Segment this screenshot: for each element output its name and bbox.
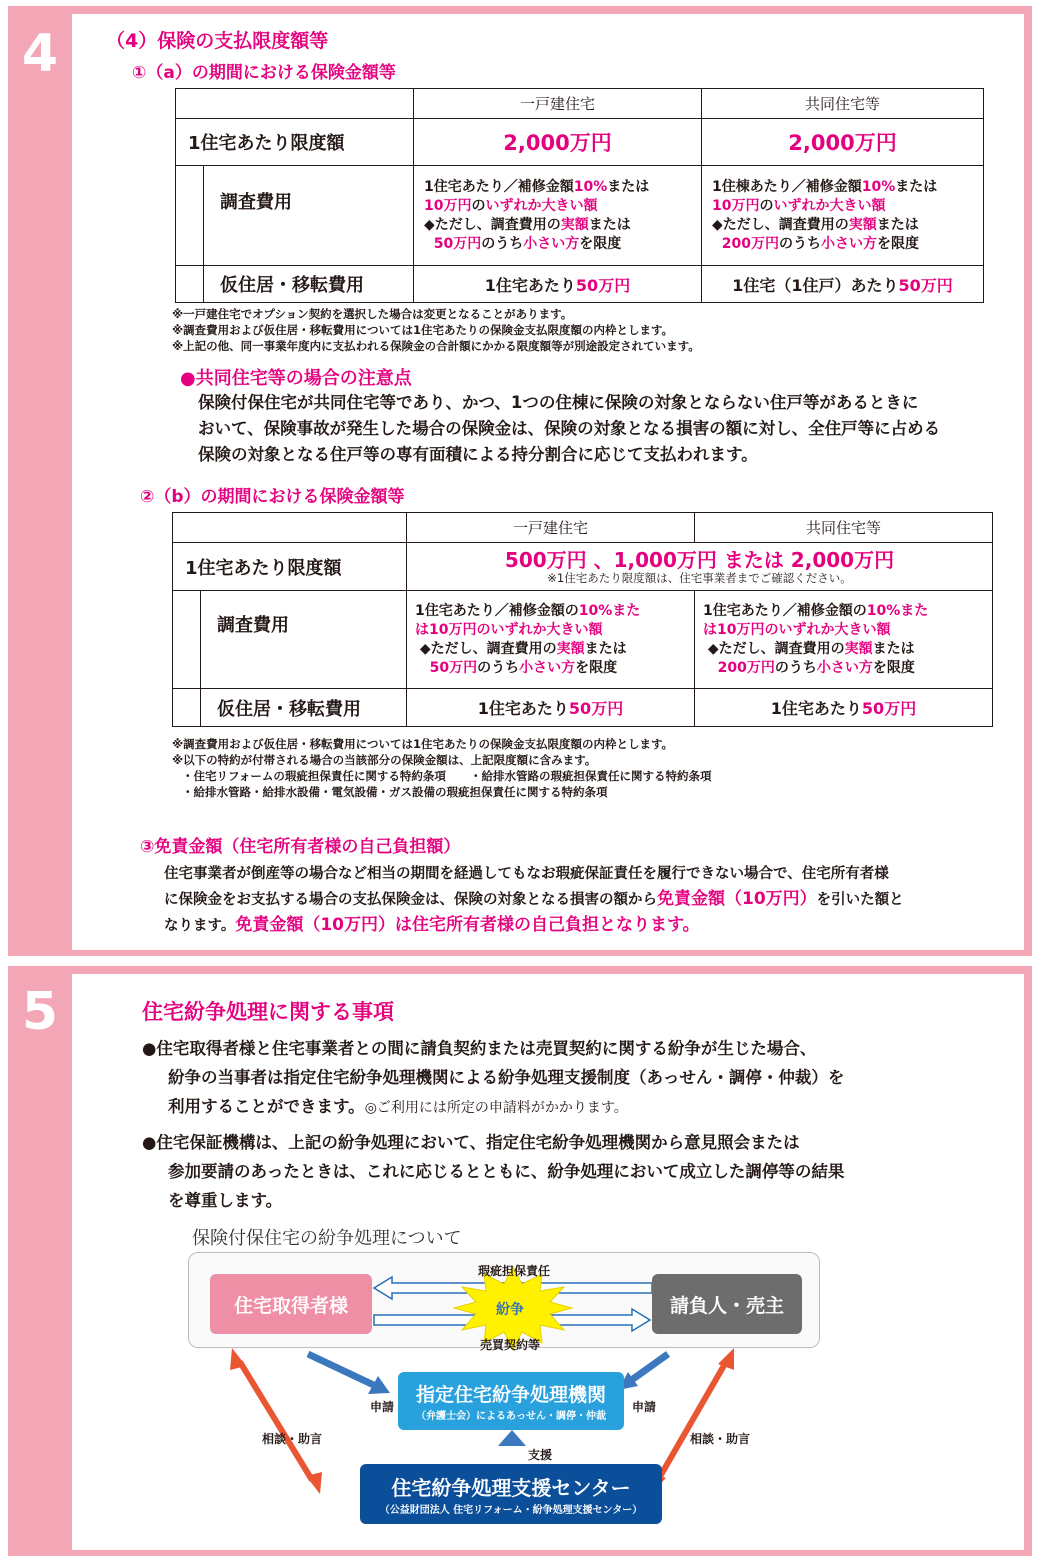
table-b-relocation-label: 仮住居・移転費用 <box>201 689 407 727</box>
table-a-survey-detached: 1住宅あたり／補修金額10%または 10万円のいずれか大きい額 ◆ただし、調査費用の実額または 50万円のうち小さい方を限度 <box>414 166 702 266</box>
top-label: 瑕疵担保責任 <box>478 1264 551 1278</box>
table-b-corner <box>173 513 407 543</box>
consult-arrow-left <box>230 1348 322 1494</box>
table-b-header-detached: 一戸建住宅 <box>407 513 695 543</box>
table-a-limit-detached: 2,000万円 <box>414 119 702 166</box>
table-b-relocation-shared: 1住宅あたり50万円 <box>695 689 993 727</box>
apply-left-label: 申請 <box>370 1400 395 1414</box>
caution-body: 保険付保住宅が共同住宅等であり、かつ、1つの住棟に保険の対象とならない住戸等があるときに おいて、保険事故が発生した場合の保険金は、保険の対象となる損害の額に対し、全住戸等に占める 保険の対象となる住戸等の専有面積による持分割合に応じて支払われます。 <box>198 393 941 464</box>
deductible-body: 住宅事業者が倒産等の場合など相当の期間を経過してもなお瑕疵保証責任を履行できない場合で、住宅所有者様 に保険金をお支払する場合の支払保険金は、保険の対象となる損害の額から免責金額（10万円）を引いた額と なります。免責金額（10万円）は住宅所有者様の自己負担となります。 <box>164 866 904 935</box>
table-a-survey-shared: 1住棟あたり／補修金額10%または 10万円のいずれか大きい額 ◆ただし、調査費用の実額または 200万円のうち小さい方を限度 <box>702 166 984 266</box>
table-b-relocation-detached: 1住宅あたり50万円 <box>407 689 695 727</box>
table-b-survey-label: 調査費用 <box>201 591 407 689</box>
consult-right-label: 相談・助言 <box>690 1432 751 1446</box>
section-5-frame <box>8 966 1032 1556</box>
consult-arrow-right <box>650 1348 734 1494</box>
center-name: 住宅紛争処理支援センター <box>391 1476 631 1500</box>
table-a-indent-2 <box>176 266 204 303</box>
section-5-body <box>72 974 1024 1550</box>
bottom-label: 売買契約等 <box>480 1338 541 1352</box>
table-a-relocation-detached: 1住宅あたり50万円 <box>414 266 702 303</box>
table-a-survey-label: 調査費用 <box>204 166 414 266</box>
table-a-header-detached: 一戸建住宅 <box>414 89 702 119</box>
org-sub: （弁護士会）によるあっせん・調停・仲裁 <box>416 1411 606 1422</box>
dispute-label: 紛争 <box>496 1302 524 1318</box>
deductible-title: ③免責金額（住宅所有者様の自己負担額） <box>140 837 461 857</box>
table-a-relocation-shared: 1住宅（1住戸）あたり50万円 <box>702 266 984 303</box>
support-center-box <box>360 1464 662 1524</box>
table-a-limit-shared: 2,000万円 <box>702 119 984 166</box>
part-b-title: ②（b）の期間における保険金額等 <box>140 487 405 507</box>
org-name: 指定住宅紛争処理機関 <box>415 1384 606 1406</box>
table-b-survey-detached: 1住宅あたり／補修金額の10%また は10万円のいずれか大きい額 ◆ただし、調査費用の実額または 50万円のうち小さい方を限度 <box>407 591 695 689</box>
apply-arrow-right <box>618 1354 668 1390</box>
support-label: 支援 <box>528 1448 553 1462</box>
table-b-indent-2 <box>173 689 201 727</box>
section-4-number: 4 <box>21 24 59 84</box>
section-5-title: 住宅紛争処理に関する事項 <box>142 1000 394 1024</box>
dispute-org-box <box>398 1372 624 1430</box>
section-4-title: （4）保険の支払限度額等 <box>106 30 329 52</box>
center-sub: （公益財団法人 住宅リフォーム・紛争処理支援センター） <box>379 1505 643 1516</box>
consult-left-label: 相談・助言 <box>262 1432 323 1446</box>
table-b-indent <box>173 591 201 689</box>
section-5-number: 5 <box>21 982 59 1042</box>
table-b-limit-value: 500万円 、1,000万円 または 2,000万円 ※1住宅あたり限度額は、住宅事業者までご確認ください。 <box>407 543 993 591</box>
table-a-notes: ※一戸建住宅でオプション契約を選択した場合は変更となることがあります。 ※調査費用および仮住居・移転費用については1住宅あたりの保険金支払限度額の内枠とします。 ※上記の他、同一事業年度内に支払われる保険金の合計額にかかる限度額等が別途設定されています。 <box>172 307 700 353</box>
table-a-relocation-label: 仮住居・移転費用 <box>204 266 414 303</box>
bullet-2: ●住宅保証機構は、上記の紛争処理において、指定住宅紛争処理機関から意見照会または 参加要請のあったときは、これに応じるとともに、紛争処理において成立した調停等の結果 を尊重します。 <box>142 1133 845 1210</box>
section-4-body <box>72 14 1024 950</box>
bullet-1: ●住宅取得者様と住宅事業者との間に請負契約または売買契約に関する紛争が生じた場合、 紛争の当事者は指定住宅紛争処理機関による紛争処理支援制度（あっせん・調停・仲裁）を 利用することができます。◎ご利用には所定の申請料がかかります。 <box>142 1039 845 1116</box>
table-b <box>172 512 993 727</box>
diagram-title: 保険付保住宅の紛争処理について <box>192 1228 462 1249</box>
table-a <box>175 88 984 303</box>
table-a-header-shared: 共同住宅等 <box>702 89 984 119</box>
table-b-header-shared: 共同住宅等 <box>695 513 993 543</box>
table-a-limit-label: 1住宅あたり限度額 <box>176 119 414 166</box>
apply-right-label: 申請 <box>632 1400 657 1414</box>
acquirer-box: 住宅取得者様 <box>210 1274 372 1334</box>
table-b-survey-shared: 1住宅あたり／補修金額の10%また は10万円のいずれか大きい額 ◆ただし、調査費用の実額または 200万円のうち小さい方を限度 <box>695 591 993 689</box>
table-a-indent <box>176 166 204 266</box>
apply-arrow-left <box>308 1354 390 1394</box>
contractor-box: 請負人・売主 <box>652 1274 802 1334</box>
section-4-frame <box>8 6 1032 956</box>
caution-title: ●共同住宅等の場合の注意点 <box>180 368 412 389</box>
table-b-notes: ※調査費用および仮住居・移転費用については1住宅あたりの保険金支払限度額の内枠とします。 ※以下の特約が付帯される場合の当該部分の保険金額は、上記限度額に含みます。 ・住宅リフォームの瑕疵担保責任に関する特約条項 ・給排水管路の瑕疵担保責任に関する特約条項 ・給排水管路・給排水設備・電気設備・ガス設備の瑕疵担保責任に関する特約条項 <box>172 737 712 799</box>
table-b-limit-label: 1住宅あたり限度額 <box>173 543 407 591</box>
support-arrow <box>498 1430 526 1446</box>
table-a-corner <box>176 89 414 119</box>
part-a-title: ①（a）の期間における保険金額等 <box>132 63 396 83</box>
